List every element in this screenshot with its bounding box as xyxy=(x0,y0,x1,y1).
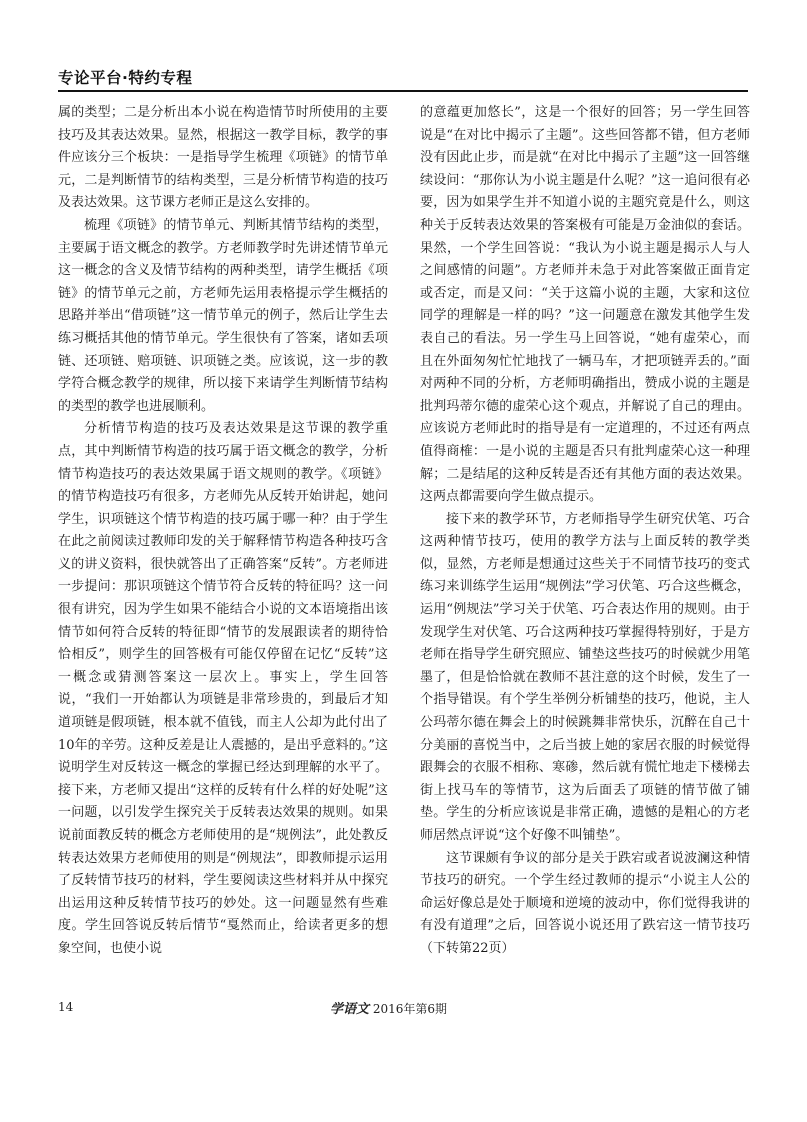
right-paragraph-1: 的意蕴更加悠长”，这是一个很好的回答；另一学生回答说是“在对比中揭示了主题”。这些回答都不错，但方老师没有因此止步，而是就“在对比中揭示了主题”这一回答继续设问：“那你认为小说主题是什么呢？”这一追问很有必要，因为如果学生并不知道小说的主题究竟是什么，则这种关于反转表达效果的答案极有可能是万金油似的套话。果然，一个学生回答说：“我认为小说主题是揭示人与人之间感情的问题”。方老师并未急于对此答案做正面肯定或否定，而是又问：“关于这篇小说的主题，大家和这位同学的理解是一样的吗？”这一问题意在激发其他学生发表自己的看法。另一学生马上回答说，“她有虚荣心，而且在外面匆匆忙忙地找了一辆马车，才把项链弄丢的。”面对两种不同的分析，方老师明确指出，赞成小说的主题是批判玛蒂尔德的虚荣心这个观点，并解说了自己的理由。应该说方老师此时的指导是有一定道理的，不过还有两点值得商榷：一是小说的主题是否只有批判虚荣心这一种理解；二是结尾的这种反转是否还有其他方面的表达效果。这两点都需要向学生做点提示。 xyxy=(420,105,750,505)
page-number: 14 xyxy=(58,1000,74,1014)
left-paragraph-1: 属的类型；二是分析出本小说在构造情节时所使用的主要技巧及其表达效果。显然，根据这一教学目标，教学的事件应该分三个板块：一是指导学生梳理《项链》的情节单元，二是判断情节的结构类型，三是分析情节构造的技巧及表达效果。这节课方老师正是这么安排的。 xyxy=(58,105,388,211)
section-title: 专论平台·特约专程 xyxy=(58,69,193,87)
header-divider xyxy=(58,90,748,92)
left-column xyxy=(58,102,388,961)
journal-name: 学语文 xyxy=(330,1002,370,1017)
left-paragraph-3: 分析情节构造的技巧及表达效果是这节课的教学重点，其中判断情节构造的技巧属于语文概念的教学，分析情节构造技巧的表达效果属于语文规则的教学。《项链》的情节构造技巧有很多，方老师先从反转开始讲起，她问学生，识项链这个情节构造的技巧属于哪一种？由于学生在此之前阅读过教师印发的关于解释情节构造各种技巧含义的讲义资料，很快就答出了正确答案“反转”。方老师进一步提问：那识项链这个情节符合反转的特征吗？这一问很有讲究，因为学生如果不能结合小说的文本语境指出该情节如何符合反转的特征即“情节的发展跟读者的期待恰恰相反”，则学生的回答极有可能仅停留在记忆“反转”这一概念或猜测答案这一层次上。事实上，学生回答说，“我们一开始都认为项链是非常珍贵的，到最后才知道项链是假项链，根本就不值钱，而主人公却为此付出了10年的辛劳。这种反差是让人震撼的，是出乎意料的。”这说明学生对反转这一概念的掌握已经达到理解的水平了。接下来，方老师又提出“这样的反转有什么样的好处呢”这一问题，以引发学生探究关于反转表达效果的规则。如果说前面教反转的概念方老师使用的是“规例法”，此处教反转表达效果方老师使用的则是“例规法”，即教师提示运用了反转情节技巧的材料，学生要阅读这些材料并从中探究出运用这种反转情节技巧的妙处。这一问题显然有些难度。学生回答说反转后情节“戛然而止，给读者更多的想象空间，也使小说 xyxy=(58,421,388,956)
right-column xyxy=(420,102,764,961)
right-paragraph-3: 这节课颇有争议的部分是关于跌宕或者说波澜这种情节技巧的研究。一个学生经过教师的提示“小说主人公的命运好像总是处于顺境和逆境的波动中，你们觉得我讲的有没有道理”之后，回答说小说还用了跌宕这一情节技巧 （下转第22页） xyxy=(420,850,764,956)
left-paragraph-2: 梳理《项链》的情节单元、判断其情节结构的类型，主要属于语文概念的教学。方老师教学时先讲述情节单元这一概念的含义及情节结构的两种类型，请学生概括《项链》的情节单元之前，方老师先运用表格提示学生概括的思路并举出“借项链”这一情节单元的例子，然后让学生去练习概括其他的情节单元。学生很快有了答案，诸如丢项链、还项链、赔项链、识项链之类。应该说，这一步的教学符合概念教学的规律，所以接下来请学生判断情节结构的类型的教学也进展顺利。 xyxy=(58,217,388,414)
journal-issue: 2016年第6期 xyxy=(372,1002,448,1016)
journal-info xyxy=(330,998,447,1017)
right-paragraph-2: 接下来的教学环节，方老师指导学生研究伏笔、巧合这两种情节技巧，使用的教学方法与上面反转的教学类似，显然，方老师是想通过这些关于不同情节技巧的变式练习来训练学生运用“规例法”学习伏笔、巧合这些概念，运用“例规法”学习关于伏笔、巧合表达作用的规则。由于发现学生对伏笔、巧合这两种技巧掌握得特别好，于是方老师在指导学生研究照应、铺垫这些技巧的时候就少用笔墨了，但是恰恰就在教师不甚注意的这个时候，发生了一个指导错误。有个学生举例分析铺垫的技巧，他说，主人公玛蒂尔德在舞会上的时候跳舞非常快乐，沉醉在自己十分美丽的喜悦当中，之后当披上她的家居衣服的时候觉得跟舞会的衣服不相称、寒碜，然后就有慌忙地走下楼梯去街上找马车的等情节，这为后面丢了项链的情节做了铺垫。学生的分析应该说是非常正确，遗憾的是粗心的方老师居然点评说“这个好像不叫铺垫”。 xyxy=(420,511,750,843)
